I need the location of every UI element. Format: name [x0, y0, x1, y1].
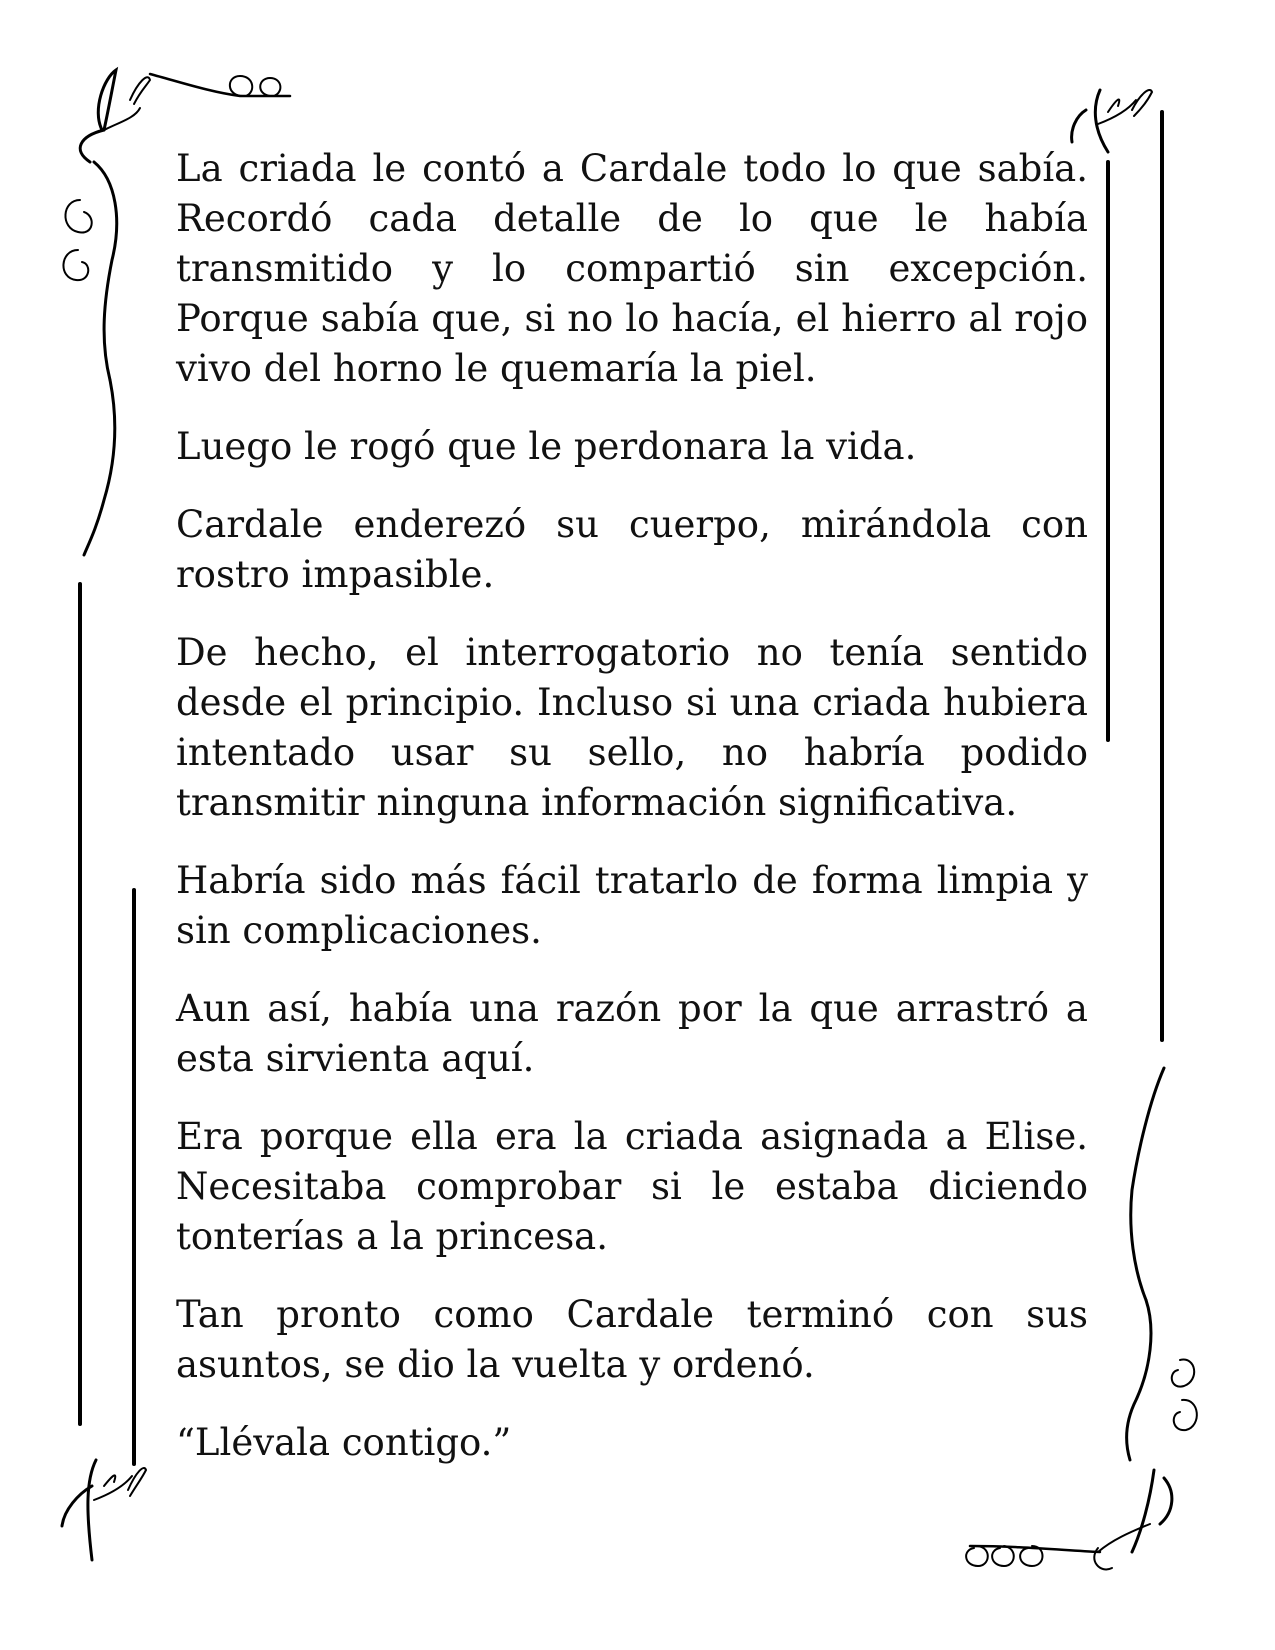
paragraph: “Llévala contigo.”	[176, 1421, 512, 1464]
paragraph: De hecho, el interrogatorio no tenía sentido desde el principio. Incluso si una criada hubiera intentado usar su sello, no habría podido transmitir ninguna información significativa.	[176, 631, 1088, 824]
paragraph: Habría sido más fácil tratarlo de forma limpia y sin complicaciones.	[176, 859, 1088, 952]
paragraph: Aun así, había una razón por la que arrastró a esta sirvienta aquí.	[176, 987, 1088, 1080]
paragraph: Tan pronto como Cardale terminó con sus asuntos, se dio la vuelta y ordenó.	[176, 1293, 1088, 1386]
paragraph: La criada le contó a Cardale todo lo que sabía. Recordó cada detalle de lo que le había transmitido y lo compartió sin excepción. Porque sabía que, si no lo hacía, el hierro al rojo vivo del horno le quemaría la piel.	[176, 147, 1088, 390]
body-text	[176, 144, 1088, 1496]
flourish-bottom-left-icon	[62, 1460, 146, 1560]
paragraph: Luego le rogó que le perdonara la vida.	[176, 425, 917, 468]
paragraph: Era porque ella era la criada asignada a Elise. Necesitaba comprobar si le estaba diciendo tonterías a la princesa.	[176, 1115, 1088, 1258]
flourish-top-right-icon	[1072, 90, 1152, 152]
paragraph: Cardale enderezó su cuerpo, mirándola con rostro impasible.	[176, 503, 1088, 596]
